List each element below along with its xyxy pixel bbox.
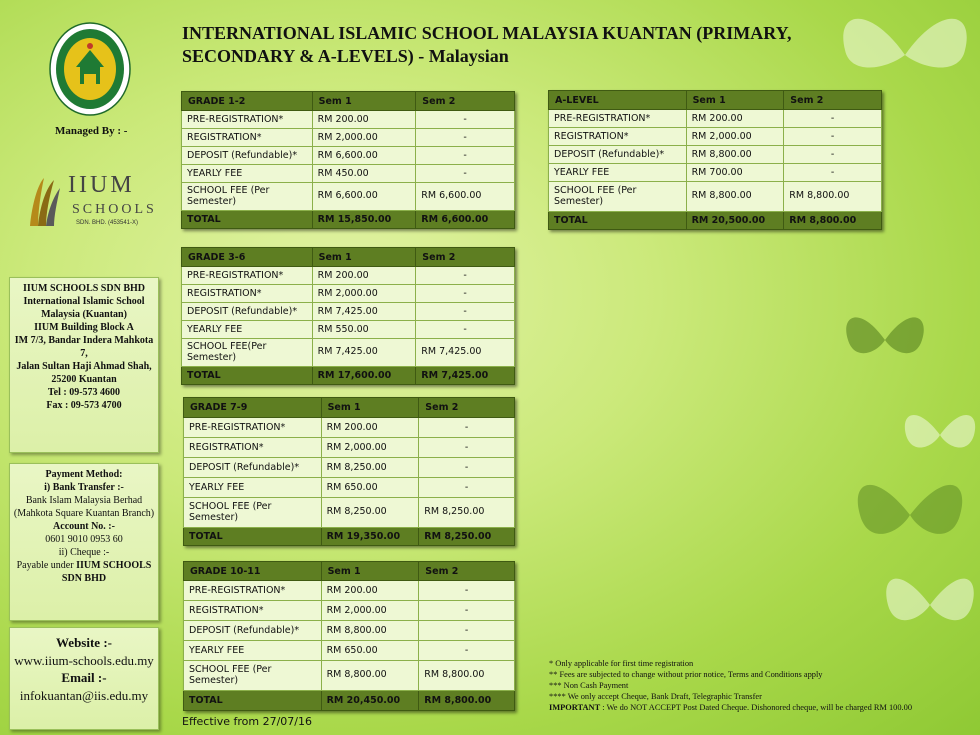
fee-item: DEPOSIT (Refundable)*: [549, 146, 687, 164]
fee-sem2: -: [416, 285, 515, 303]
fee-sem2: -: [416, 111, 515, 129]
total-label: TOTAL: [182, 211, 313, 229]
email-link[interactable]: infokuantan@iis.edu.my: [19, 687, 149, 703]
fee-sem1: RM 2,000.00: [312, 285, 416, 303]
fee-sem2: -: [419, 438, 515, 458]
fee-item: YEARLY FEE: [549, 164, 687, 182]
fee-sem1: RM 2,000.00: [321, 438, 419, 458]
fee-sem2: -: [416, 321, 515, 339]
table-header: GRADE 7-9: [184, 398, 322, 418]
table-header: Sem 1: [312, 248, 416, 267]
website-label: Website :-: [56, 635, 112, 650]
address-line: International Islamic School Malaysia (Kuantan): [23, 296, 145, 320]
total-sem1: RM 20,450.00: [321, 691, 419, 711]
page-title: INTERNATIONAL ISLAMIC SCHOOL MALAYSIA KUANTAN (PRIMARY, SECONDARY & A-LEVELS) - Malaysian: [182, 23, 792, 66]
fee-item: YEARLY FEE: [182, 165, 313, 183]
total-sem1: RM 17,600.00: [312, 367, 416, 385]
fee-item: SCHOOL FEE (Per Semester): [184, 661, 322, 691]
fee-item: PRE-REGISTRATION*: [549, 110, 687, 128]
iium-logo-regno: SDN. BHD. (453541-X): [76, 220, 139, 226]
effective-date: Effective from 27/07/16: [182, 715, 312, 728]
phone-number: Tel : 09-573 4600: [47, 387, 121, 398]
fee-item: SCHOOL FEE (Per Semester): [549, 182, 687, 212]
fee-sem1: RM 200.00: [686, 110, 784, 128]
email-label: Email :-: [61, 670, 107, 686]
fee-item: PRE-REGISTRATION*: [184, 581, 322, 601]
butterfly-decoration: [900, 400, 980, 470]
website-link[interactable]: www.iium-schools.edu.my: [14, 652, 154, 668]
fee-item: YEARLY FEE: [182, 321, 313, 339]
table-header: Sem 1: [686, 91, 784, 110]
account-label: Account No. :-: [53, 521, 115, 532]
total-sem2: RM 7,425.00: [416, 367, 515, 385]
payment-heading: Payment Method:: [45, 469, 123, 480]
payment-method-box: [9, 463, 159, 621]
total-label: TOTAL: [549, 212, 687, 230]
fee-sem2: -: [416, 147, 515, 165]
fee-item: PRE-REGISTRATION*: [182, 267, 313, 285]
table-header: GRADE 3-6: [182, 248, 313, 267]
fee-sem1: RM 8,250.00: [321, 498, 419, 528]
fee-sem1: RM 2,000.00: [321, 601, 419, 621]
fee-item: SCHOOL FEE(Per Semester): [182, 339, 313, 367]
payable-prefix: Payable under: [16, 560, 77, 571]
contact-box: [9, 627, 159, 730]
total-label: TOTAL: [184, 691, 322, 711]
fee-item: YEARLY FEE: [184, 478, 322, 498]
managed-by-label: Managed By : -: [55, 125, 128, 137]
table-header: GRADE 1-2: [182, 92, 313, 111]
fee-sem2: -: [416, 129, 515, 147]
table-header: Sem 2: [416, 248, 515, 267]
fee-sem2: -: [784, 110, 882, 128]
school-logo: [49, 22, 131, 116]
fee-sem1: RM 8,800.00: [686, 182, 784, 212]
footnote: * Only applicable for first time registration: [549, 659, 694, 668]
fee-sem1: RM 8,250.00: [321, 458, 419, 478]
important-label: IMPORTANT: [549, 703, 601, 712]
butterfly-decoration: [840, 300, 930, 380]
fee-sem2: -: [419, 601, 515, 621]
address-line: IM 7/3, Bandar Indera Mahkota 7,: [14, 335, 154, 359]
fee-item: DEPOSIT (Refundable)*: [182, 303, 313, 321]
iium-emblem-icon: [24, 174, 64, 230]
fee-item: DEPOSIT (Refundable)*: [184, 458, 322, 478]
fee-item: REGISTRATION*: [182, 285, 313, 303]
fee-sem2: -: [784, 164, 882, 182]
fee-table-grade-10-11: [183, 561, 515, 711]
table-header: GRADE 10-11: [184, 562, 322, 581]
table-header: Sem 2: [416, 92, 515, 111]
total-sem1: RM 19,350.00: [321, 528, 419, 546]
table-header: A-LEVEL: [549, 91, 687, 110]
fee-sem2: RM 8,250.00: [419, 498, 515, 528]
fee-sem1: RM 8,800.00: [321, 621, 419, 641]
fee-table-grade-1-2: [181, 91, 515, 229]
fee-sem2: -: [784, 128, 882, 146]
address-line: 25200 Kuantan: [51, 374, 117, 385]
fee-sem1: RM 650.00: [321, 478, 419, 498]
footnotes: [549, 658, 974, 713]
account-number: 0601 9010 0953 60: [45, 534, 123, 545]
fee-sem2: -: [419, 621, 515, 641]
footnote: ** Fees are subjected to change without prior notice, Terms and Conditions apply: [549, 670, 823, 679]
fee-sem1: RM 200.00: [321, 418, 419, 438]
fee-item: REGISTRATION*: [182, 129, 313, 147]
total-sem1: RM 20,500.00: [686, 212, 784, 230]
fee-sem2: -: [416, 165, 515, 183]
total-sem2: RM 8,800.00: [419, 691, 515, 711]
fee-sem1: RM 450.00: [312, 165, 416, 183]
fee-sem1: RM 650.00: [321, 641, 419, 661]
fee-sem2: -: [419, 641, 515, 661]
fee-sem1: RM 2,000.00: [312, 129, 416, 147]
fee-sem2: -: [419, 478, 515, 498]
address-line: Jalan Sultan Haji Ahmad Shah,: [16, 361, 152, 372]
fee-sem1: RM 700.00: [686, 164, 784, 182]
fee-item: SCHOOL FEE (Per Semester): [184, 498, 322, 528]
total-sem2: RM 8,250.00: [419, 528, 515, 546]
fee-sem1: RM 2,000.00: [686, 128, 784, 146]
payable-under: [13, 559, 155, 585]
fee-item: YEARLY FEE: [184, 641, 322, 661]
fee-item: SCHOOL FEE (Per Semester): [182, 183, 313, 211]
iium-logo-subtext: SCHOOLS: [72, 202, 157, 217]
payment-method-cheque: ii) Cheque :-: [58, 547, 110, 558]
fee-item: PRE-REGISTRATION*: [184, 418, 322, 438]
fee-sem1: RM 8,800.00: [686, 146, 784, 164]
total-sem2: RM 8,800.00: [784, 212, 882, 230]
iium-logo-text: IIUM: [68, 172, 135, 198]
fee-sem2: -: [419, 458, 515, 478]
fee-sem1: RM 200.00: [312, 267, 416, 285]
butterfly-decoration: [850, 460, 970, 570]
address-box: [9, 277, 159, 453]
fee-sem2: RM 7,425.00: [416, 339, 515, 367]
footnote: *** Non Cash Payment: [549, 681, 629, 690]
fee-sem1: RM 6,600.00: [312, 183, 416, 211]
fee-table-grade-7-9: [183, 397, 515, 546]
fee-item: DEPOSIT (Refundable)*: [182, 147, 313, 165]
important-text: : We do NOT ACCEPT Post Dated Cheque. Dishonored cheque, will be charged RM 100.00: [600, 703, 913, 712]
fee-sem1: RM 200.00: [321, 581, 419, 601]
fee-table-grade-3-6: [181, 247, 515, 385]
total-sem2: RM 6,600.00: [416, 211, 515, 229]
important-note: [549, 702, 974, 713]
table-header: Sem 2: [784, 91, 882, 110]
fax-number: Fax : 09-573 4700: [46, 400, 122, 411]
fee-sem1: RM 550.00: [312, 321, 416, 339]
fee-item: REGISTRATION*: [184, 438, 322, 458]
iium-schools-logo: [20, 172, 160, 244]
table-header: Sem 1: [321, 398, 419, 418]
footnote: **** We only accept Cheque, Bank Draft, Telegraphic Transfer: [549, 692, 762, 701]
fee-sem2: -: [419, 581, 515, 601]
table-header: Sem 1: [321, 562, 419, 581]
fee-sem2: -: [416, 303, 515, 321]
total-label: TOTAL: [184, 528, 322, 546]
fee-item: REGISTRATION*: [549, 128, 687, 146]
fee-sem1: RM 6,600.00: [312, 147, 416, 165]
fee-sem2: RM 8,800.00: [419, 661, 515, 691]
address-line: IIUM Building Block A: [34, 322, 134, 333]
total-label: TOTAL: [182, 367, 313, 385]
table-header: Sem 2: [419, 562, 515, 581]
fee-item: DEPOSIT (Refundable)*: [184, 621, 322, 641]
bank-name: Bank Islam Malaysia Berhad (Mahkota Square Kuantan Branch): [13, 495, 155, 519]
table-header: Sem 2: [419, 398, 515, 418]
fee-sem2: -: [416, 267, 515, 285]
fee-sem1: RM 7,425.00: [312, 339, 416, 367]
address-line: IIUM SCHOOLS SDN BHD: [23, 283, 145, 294]
butterfly-decoration: [880, 560, 980, 650]
fee-sem2: -: [784, 146, 882, 164]
fee-item: REGISTRATION*: [184, 601, 322, 621]
fee-table-a-level: [548, 90, 882, 230]
fee-sem1: RM 7,425.00: [312, 303, 416, 321]
fee-sem1: RM 200.00: [312, 111, 416, 129]
fee-sem1: RM 8,800.00: [321, 661, 419, 691]
table-header: Sem 1: [312, 92, 416, 111]
fee-sem2: RM 8,800.00: [784, 182, 882, 212]
fee-item: PRE-REGISTRATION*: [182, 111, 313, 129]
total-sem1: RM 15,850.00: [312, 211, 416, 229]
fee-sem2: -: [419, 418, 515, 438]
fee-sem2: RM 6,600.00: [416, 183, 515, 211]
payment-method-bank: i) Bank Transfer :-: [44, 482, 124, 493]
payable-name: IIUM SCHOOLS SDN BHD: [61, 560, 152, 584]
